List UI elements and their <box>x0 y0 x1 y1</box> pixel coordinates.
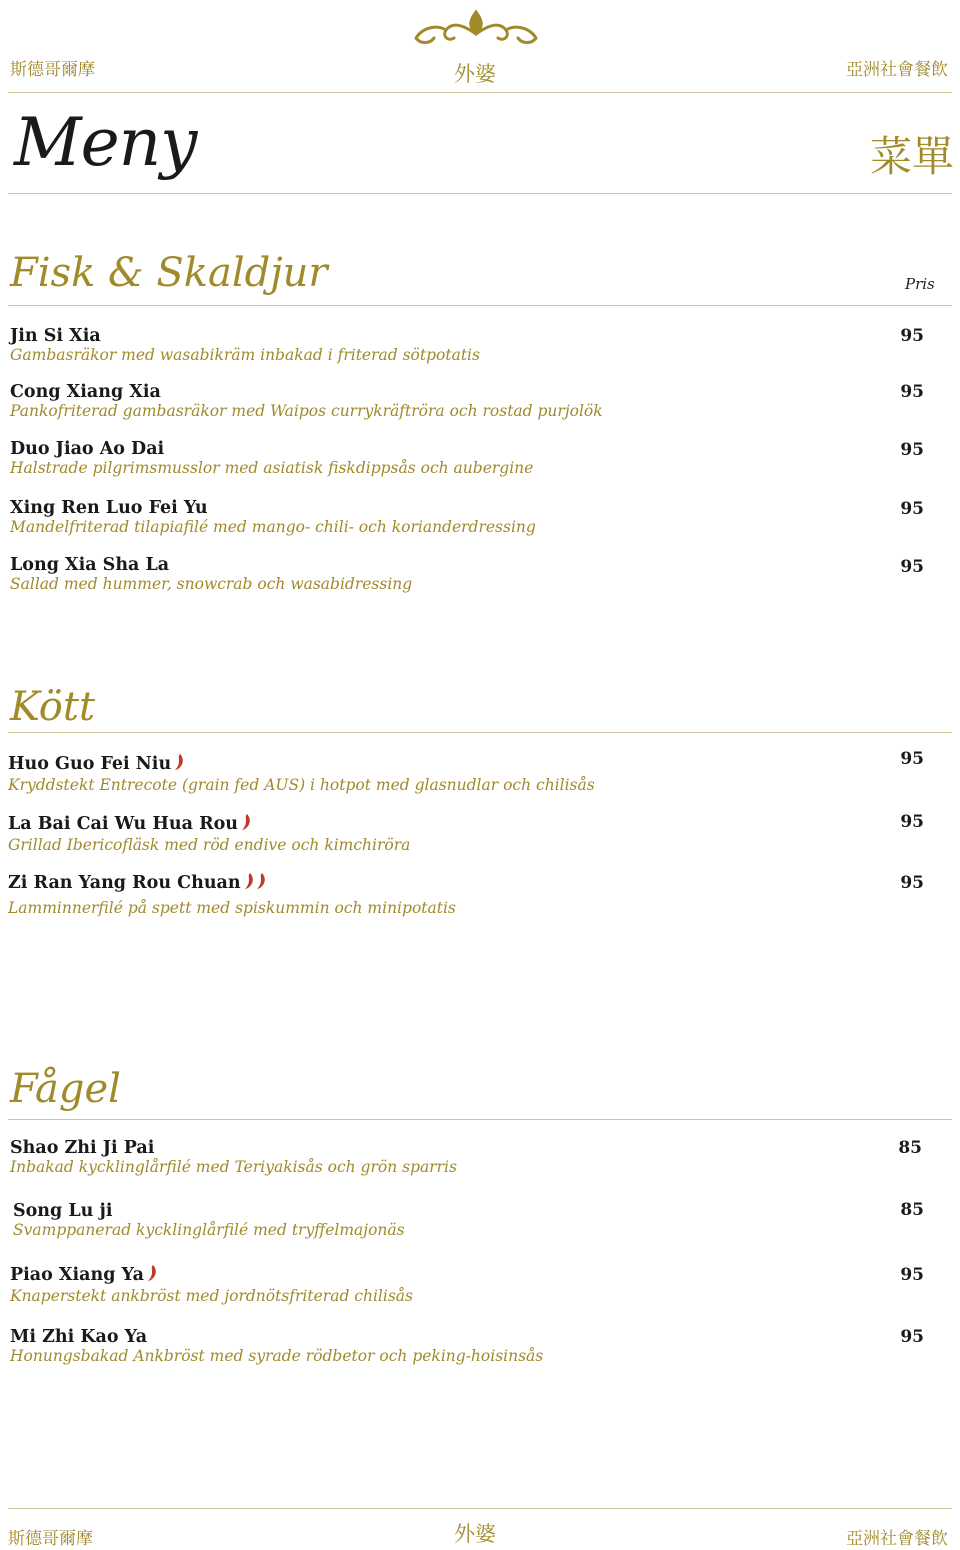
section-divider-fagel <box>8 1119 952 1120</box>
dish-description: Grillad Ibericofläsk med röd endive och kimchiröra <box>8 836 411 854</box>
chili-icon <box>244 872 255 895</box>
menu-item <box>10 326 480 364</box>
section-title-fagel: Fågel <box>10 1066 121 1112</box>
menu-item <box>8 872 456 917</box>
chili-icon <box>241 813 252 836</box>
dish-price: 95 <box>900 382 924 402</box>
menu-item <box>10 382 603 420</box>
chili-icon <box>174 753 185 776</box>
dish-description: Gambasräkor med wasabikräm inbakad i friterad sötpotatis <box>10 346 480 364</box>
dish-description: Honungsbakad Ankbröst med syrade rödbetor och peking-hoisinsås <box>10 1347 544 1365</box>
dish-name: Cong Xiang Xia <box>10 382 161 402</box>
menu-item <box>8 813 410 854</box>
dish-price: 95 <box>900 873 924 893</box>
dish-name: Long Xia Sha La <box>10 555 170 575</box>
dish-name: Zi Ran Yang Rou Chuan <box>8 873 241 893</box>
header-center: 外婆 <box>454 62 496 86</box>
dish-price: 85 <box>898 1138 922 1158</box>
section-title-kott: Kött <box>10 684 96 730</box>
dish-name: Shao Zhi Ji Pai <box>10 1138 155 1158</box>
dish-name: Song Lu ji <box>13 1201 113 1221</box>
section-divider-fisk <box>8 305 952 306</box>
footer-left: 斯德哥爾摩 <box>8 1529 93 1549</box>
dish-description: Mandelfriterad tilapiafilé med mango- chili- och korianderdressing <box>10 518 536 536</box>
dish-description: Inbakad kycklinglårfilé med Teriyakisås och grön sparris <box>10 1158 457 1176</box>
dish-price: 95 <box>900 749 924 769</box>
footer-right: 亞洲社會餐飲 <box>846 1529 948 1549</box>
menu-item <box>8 753 595 794</box>
footer-divider <box>8 1508 952 1509</box>
dish-description: Knaperstekt ankbröst med jordnötsfriterad chilisås <box>10 1287 413 1305</box>
dish-price: 95 <box>900 1327 924 1347</box>
dish-price: 95 <box>900 326 924 346</box>
dish-price: 95 <box>900 1265 924 1285</box>
chili-icon <box>147 1264 158 1287</box>
dish-description: Svamppanerad kycklinglårfilé med tryffelmajonäs <box>13 1221 405 1239</box>
menu-item <box>13 1201 405 1239</box>
menu-item <box>10 1327 543 1365</box>
menu-item <box>10 1138 457 1176</box>
ornament-icon <box>412 4 540 50</box>
dish-name: Huo Guo Fei Niu <box>8 754 172 774</box>
dish-price: 95 <box>900 440 924 460</box>
menu-item <box>10 498 536 536</box>
dish-name: Duo Jiao Ao Dai <box>10 439 165 459</box>
header-divider <box>8 92 952 93</box>
dish-price: 95 <box>900 499 924 519</box>
section-divider-kott <box>8 732 952 733</box>
header-right: 亞洲社會餐飲 <box>846 60 948 80</box>
menu-item <box>10 1264 413 1305</box>
header-left: 斯德哥爾摩 <box>10 60 95 80</box>
dish-name: Xing Ren Luo Fei Yu <box>10 498 208 518</box>
section-title-fisk: Fisk & Skaldjur <box>10 250 328 296</box>
price-header: Pris <box>905 275 935 293</box>
menu-item <box>10 555 412 593</box>
dish-name: Piao Xiang Ya <box>10 1265 145 1285</box>
footer-center: 外婆 <box>454 1522 496 1546</box>
dish-description: Halstrade pilgrimsmusslor med asiatisk fiskdippsås och aubergine <box>10 459 534 477</box>
dish-description: Kryddstekt Entrecote (grain fed AUS) i hotpot med glasnudlar och chilisås <box>8 776 595 794</box>
dish-price: 95 <box>900 557 924 577</box>
title-divider <box>8 193 952 194</box>
page-title: Meny <box>14 104 197 181</box>
dish-description: Lamminnerfilé på spett med spiskummin och minipotatis <box>8 899 456 917</box>
menu-item <box>10 439 533 477</box>
dish-price: 95 <box>900 812 924 832</box>
page-title-chinese: 菜單 <box>869 132 954 181</box>
dish-name: Jin Si Xia <box>10 326 101 346</box>
dish-name: La Bai Cai Wu Hua Rou <box>8 814 239 834</box>
dish-description: Pankofriterad gambasräkor med Waipos currykräftröra och rostad purjolök <box>10 402 603 420</box>
dish-description: Sallad med hummer, snowcrab och wasabidressing <box>10 575 413 593</box>
dish-name: Mi Zhi Kao Ya <box>10 1327 148 1347</box>
chili-icon <box>256 872 267 895</box>
dish-price: 85 <box>900 1200 924 1220</box>
